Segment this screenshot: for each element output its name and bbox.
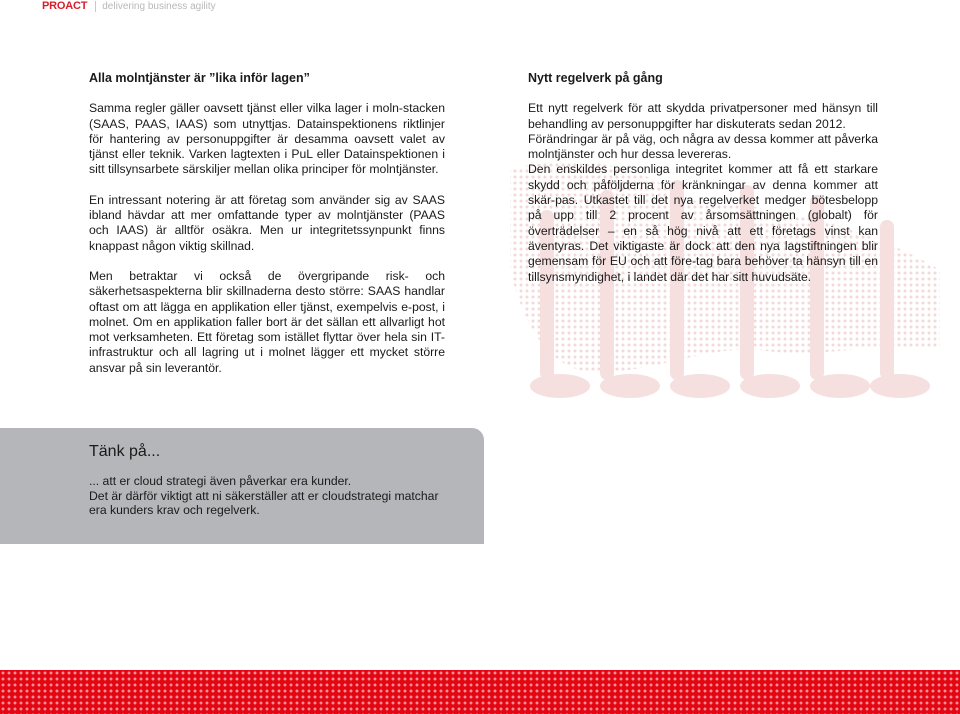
left-column	[89, 71, 445, 391]
right-heading: Nytt regelverk på gång	[528, 71, 663, 85]
think-about-line-2: Det är därför viktigt att ni säkerställer att er cloudstrategi matchar era kunders krav och regelverk.	[89, 488, 439, 518]
think-about-box	[0, 428, 484, 544]
proact-logo: PROACT	[42, 0, 88, 12]
left-heading: Alla molntjänster är ”lika inför lagen”	[89, 71, 310, 85]
right-paragraph-2: Förändringar är på väg, och några av dessa kommer att påverka molntjänster och hur dessa levereras.	[528, 131, 878, 162]
left-paragraph-1: Samma regler gäller oavsett tjänst eller vilka lager i moln-stacken (SAAS, PAAS, IAAS) som utnyttjas. Datainspektionens riktlinjer för hantering av personuppgifter är desamma oavsett valet av tjänst eller teknik. Varken lagtexten i PuL eller Datainspektionen i sitt tillsynsarbete särskiljer mellan olika principer för molntjänster.	[89, 101, 445, 177]
header-divider	[95, 1, 96, 12]
right-paragraph-1: Ett nytt regelverk för att skydda privatpersoner med hänsyn till behandling av personuppgifter har diskuterats sedan 2012.	[528, 101, 878, 131]
think-about-title: Tänk på...	[89, 443, 161, 460]
think-about-line-1: ... att er cloud strategi även påverkar era kunder.	[89, 474, 352, 488]
right-paragraph-3: Den enskildes personliga integritet kommer att få ett starkare skydd och påföljderna för kränkningar av denna kommer att skär-pas. Utkastet till det nya regelverket medger bötesbelopp på upp till 2 procent av årsomsättningen (globalt) för överträdelser – en så hög nivå att ett företags vinst kan äventyras. Det viktigaste är dock att den nya lagstiftningen blir gemensam för EU och att före-tag bara behöver ta hänsyn till en tillsynsmyndighet, i landet där det har sitt huvudsäte.	[528, 162, 878, 284]
think-about-text	[89, 474, 459, 518]
left-paragraph-2: En intressant notering är att företag som använder sig av SAAS ibland hävdar att mer omfattande typer av molntjänster (PAAS och IAAS) är alltför osäkra. Men ur integritetssynpunkt finns knappast någon viktig skillnad.	[89, 192, 445, 253]
page-header	[42, 0, 216, 12]
left-paragraph-3: Men betraktar vi också de övergripande risk- och säkerhetsaspekterna blir skillnaderna desto större: SAAS handlar oftast om att lägga en applikation eller tjänst, exempelvis e-post, i molnet. Om en applikation faller bort är det sällan ett allvarligt hot mot verksamheten. Ett företag som istället flyttar över hela sin IT-infrastruktur och all lagring ut i molnet lägger ett mycket större ansvar på sin leverantör.	[89, 268, 445, 375]
header-tagline: delivering business agility	[102, 0, 216, 12]
footer-red-dotted-band	[0, 670, 960, 714]
right-column	[528, 71, 878, 285]
